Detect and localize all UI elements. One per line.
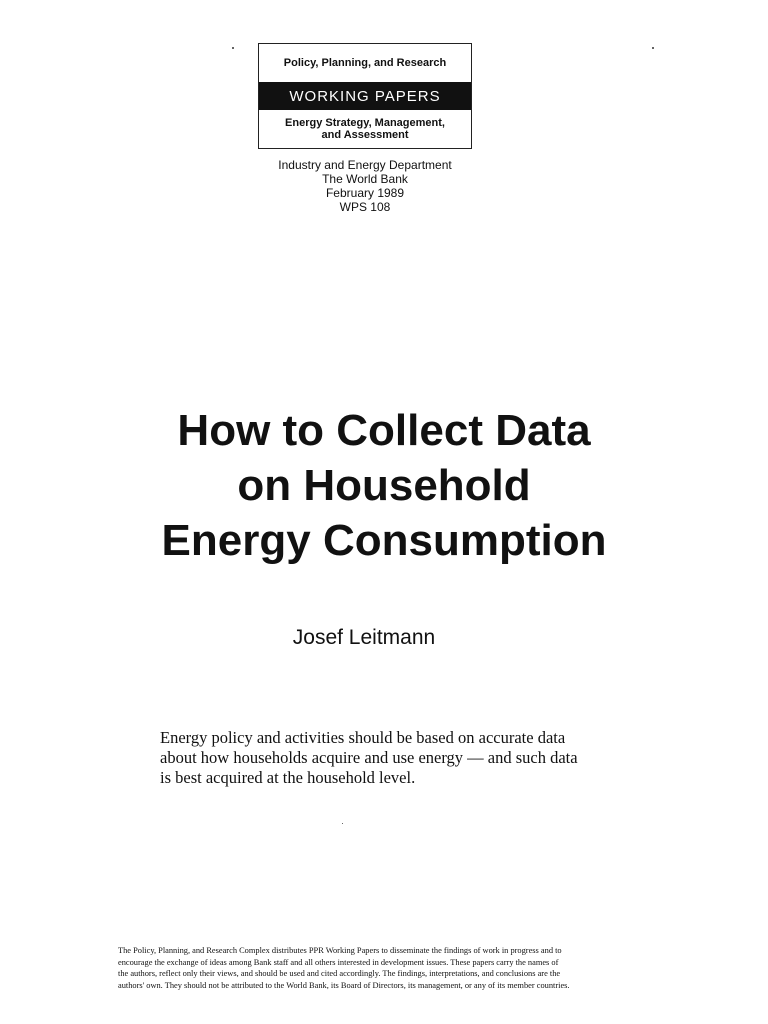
department-block — [250, 158, 480, 214]
series-header-box — [258, 43, 472, 149]
disclaimer-footnote — [118, 945, 636, 991]
scan-speck — [652, 47, 654, 49]
title-line-1: How to Collect Data — [177, 406, 591, 455]
date-line: February 1989 — [325, 186, 405, 200]
document-title — [0, 403, 768, 568]
disclaimer-line-3: the authors, reflect only their views, and should be used and cited accordingly. The findings, interpretations, and conclusions are the — [118, 969, 561, 978]
abstract-line-3: is best acquired at the household level. — [160, 768, 416, 787]
author-name: Josef Leitmann — [292, 626, 436, 649]
topic-line-2: and Assessment — [321, 129, 409, 141]
topic-line-1: Energy Strategy, Management, — [285, 117, 445, 129]
wps-number: WPS 108 — [339, 200, 391, 214]
abstract — [160, 728, 620, 788]
disclaimer-line-2: encourage the exchange of ideas among Bank staff and all others interested in development issues. These papers carry the names of — [118, 957, 559, 967]
disclaimer-line-4: authors' own. They should not be attributed to the World Bank, its Board of Directors, its management, or any of its member countries. — [118, 980, 570, 990]
working-papers-band: WORKING PAPERS — [259, 82, 471, 110]
title-line-2: on Household — [237, 461, 531, 510]
disclaimer-line-1: The Policy, Planning, and Research Complex distributes PPR Working Papers to disseminate the findings of work in progress and to — [118, 946, 562, 955]
series-line: Policy, Planning, and Research — [283, 57, 447, 69]
abstract-line-2: about how households acquire and use energy — and such data — [160, 748, 578, 767]
department-line: Industry and Energy Department — [278, 158, 452, 172]
topic-lines — [259, 110, 471, 148]
scan-speck — [232, 47, 234, 49]
scan-speck — [342, 823, 343, 824]
institution-line: The World Bank — [322, 172, 408, 186]
title-line-3: Energy Consumption — [161, 516, 607, 565]
abstract-line-1: Energy policy and activities should be based on accurate data — [160, 728, 566, 747]
